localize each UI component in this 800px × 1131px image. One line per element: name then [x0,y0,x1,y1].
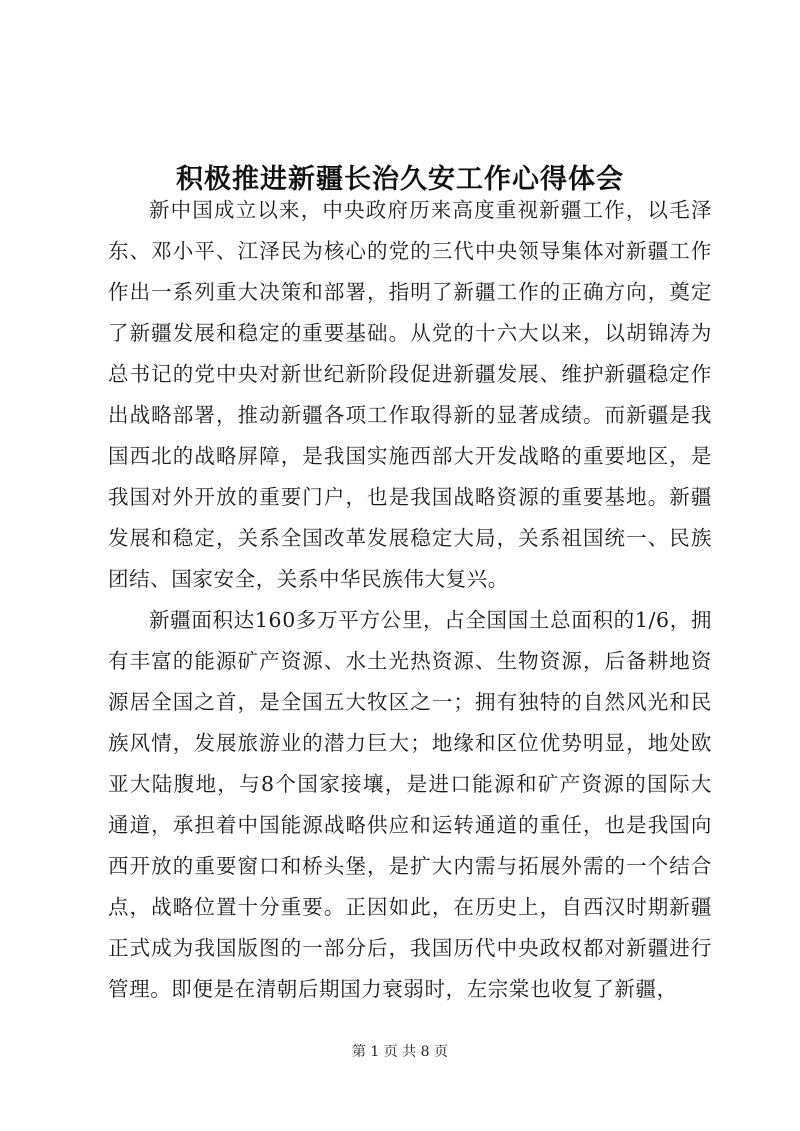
page-footer: 第 1 页 共 8 页 [351,1044,449,1060]
document-body [108,190,712,1010]
paragraph-2: 新疆面积达160多万平方公里，占全国国土总面积的1/6，拥有丰富的能源矿产资源、水土光热资源、生物资源，后备耕地资源居全国之首，是全国五大牧区之一；拥有独特的自然风光和民族风情，发展旅游业的潜力巨大；地缘和区位优势明显，地处欧亚大陆腹地，与8个国家接壤，是进口能源和矿产资源的国际大通道，承担着中国能源战略供应和运转通道的重任，也是我国向西开放的重要窗口和桥头堡，是扩大内需与拓展外需的一个结合点，战略位置十分重要。正因如此，在历史上，自西汉时期新疆正式成为我国版图的一部分后，我国历代中央政权都对新疆进行管理。即便是在清朝后期国力衰弱时，左宗棠也收复了新疆， [108,608,712,1001]
document-title: 积极推进新疆长治久安工作心得体会 [176,164,624,196]
paragraph-1: 新中国成立以来，中央政府历来高度重视新疆工作，以毛泽东、邓小平、江泽民为核心的党的三代中央领导集体对新疆工作作出一系列重大决策和部署，指明了新疆工作的正确方向，奠定了新疆发展和稳定的重要基础。从党的十六大以来，以胡锦涛为总书记的党中央对新世纪新阶段促进新疆发展、维护新疆稳定作出战略部署，推动新疆各项工作取得新的显著成绩。而新疆是我国西北的战略屏障，是我国实施西部大开发战略的重要地区，是我国对外开放的重要门户，也是我国战略资源的重要基地。新疆发展和稳定，关系全国改革发展稳定大局，关系祖国统一、民族团结、国家安全，关系中华民族伟大复兴。 [108,198,712,591]
